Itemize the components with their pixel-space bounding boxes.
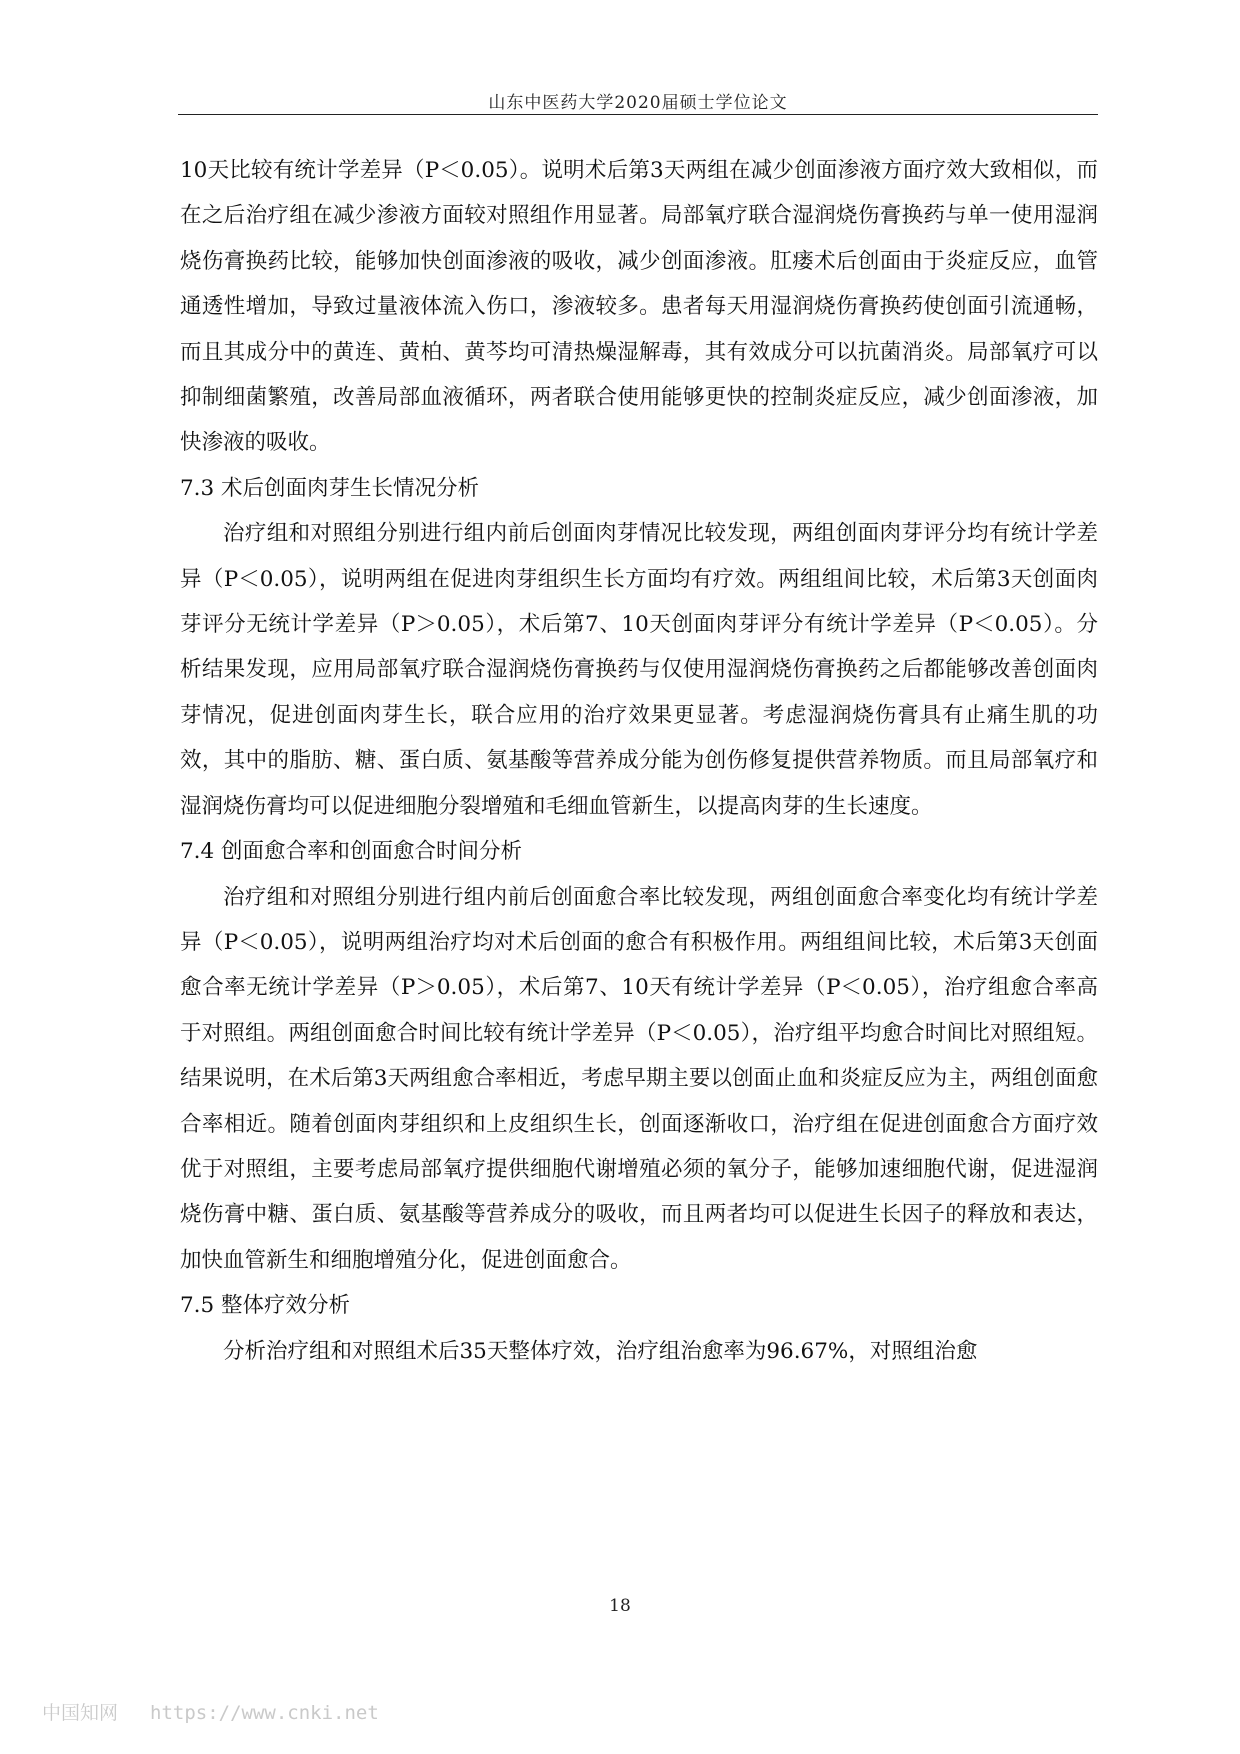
paragraph-7-3: 治疗组和对照组分别进行组内前后创面肉芽情况比较发现，两组创面肉芽评分均有统计学差异（P＜0.05），说明两组在促进肉芽组织生长方面均有疗效。两组组间比较，术后第3天创面肉芽评分无统计学差异（P＞0.05），术后第7、10天创面肉芽评分有统计学差异（P＜0.05）。分析结果发现，应用局部氧疗联合湿润烧伤膏换药与仅使用湿润烧伤膏换药之后都能够改善创面肉芽情况，促进创面肉芽生长，联合应用的治疗效果更显著。考虑湿润烧伤膏具有止痛生肌的功效，其中的脂肪、糖、蛋白质、氨基酸等营养成分能为创伤修复提供营养物质。而且局部氧疗和湿润烧伤膏均可以促进细胞分裂增殖和毛细血管新生，以提高肉芽的生长速度。 xyxy=(180,521,1098,819)
cnki-watermark xyxy=(42,1698,379,1725)
watermark-url: https://www.cnki.net xyxy=(150,1702,379,1724)
page-number: 18 xyxy=(609,1596,631,1616)
paragraph-7-4: 治疗组和对照组分别进行组内前后创面愈合率比较发现，两组创面愈合率变化均有统计学差异（P＜0.05），说明两组治疗均对术后创面的愈合有积极作用。两组组间比较，术后第3天创面愈合率无统计学差异（P＞0.05），术后第7、10天有统计学差异（P＜0.05），治疗组愈合率高于对照组。两组创面愈合时间比较有统计学差异（P＜0.05），治疗组平均愈合时间比对照组短。结果说明，在术后第3天两组愈合率相近，考虑早期主要以创面止血和炎症反应为主，两组创面愈合率相近。随着创面肉芽组织和上皮组织生长，创面逐渐收口，治疗组在促进创面愈合方面疗效优于对照组，主要考虑局部氧疗提供细胞代谢增殖必须的氧分子，能够加速细胞代谢，促进湿润烧伤膏中糖、蛋白质、氨基酸等营养成分的吸收，而且两者均可以促进生长因子的释放和表达，加快血管新生和细胞增殖分化，促进创面愈合。 xyxy=(180,884,1098,1273)
watermark-text: 中国知网 xyxy=(42,1702,119,1724)
section-heading-7-3: 7.3 术后创面肉芽生长情况分析 xyxy=(180,475,480,501)
page-body xyxy=(180,148,1098,1374)
paragraph-continued: 10天比较有统计学差异（P＜0.05）。说明术后第3天两组在减少创面渗液方面疗效大致相似，而在之后治疗组在减少渗液方面较对照组作用显著。局部氧疗联合湿润烧伤膏换药与单一使用湿润烧伤膏换药比较，能够加快创面渗液的吸收，减少创面渗液。肛瘘术后创面由于炎症反应，血管通透性增加，导致过量液体流入伤口，渗液较多。患者每天用湿润烧伤膏换药使创面引流通畅，而且其成分中的黄连、黄柏、黄芩均可清热燥湿解毒，其有效成分可以抗菌消炎。局部氧疗可以抑制细菌繁殖，改善局部血液循环，两者联合使用能够更快的控制炎症反应，减少创面渗液，加快渗液的吸收。 xyxy=(180,158,1098,456)
paragraph-7-5: 分析治疗组和对照组术后35天整体疗效，治疗组治愈率为96.67%，对照组治愈 xyxy=(223,1338,978,1364)
section-heading-7-5: 7.5 整体疗效分析 xyxy=(180,1293,351,1319)
header-rule xyxy=(178,114,1098,115)
section-heading-7-4: 7.4 创面愈合率和创面愈合时间分析 xyxy=(180,839,523,865)
running-header: 山东中医药大学2020届硕士学位论文 xyxy=(488,93,788,113)
